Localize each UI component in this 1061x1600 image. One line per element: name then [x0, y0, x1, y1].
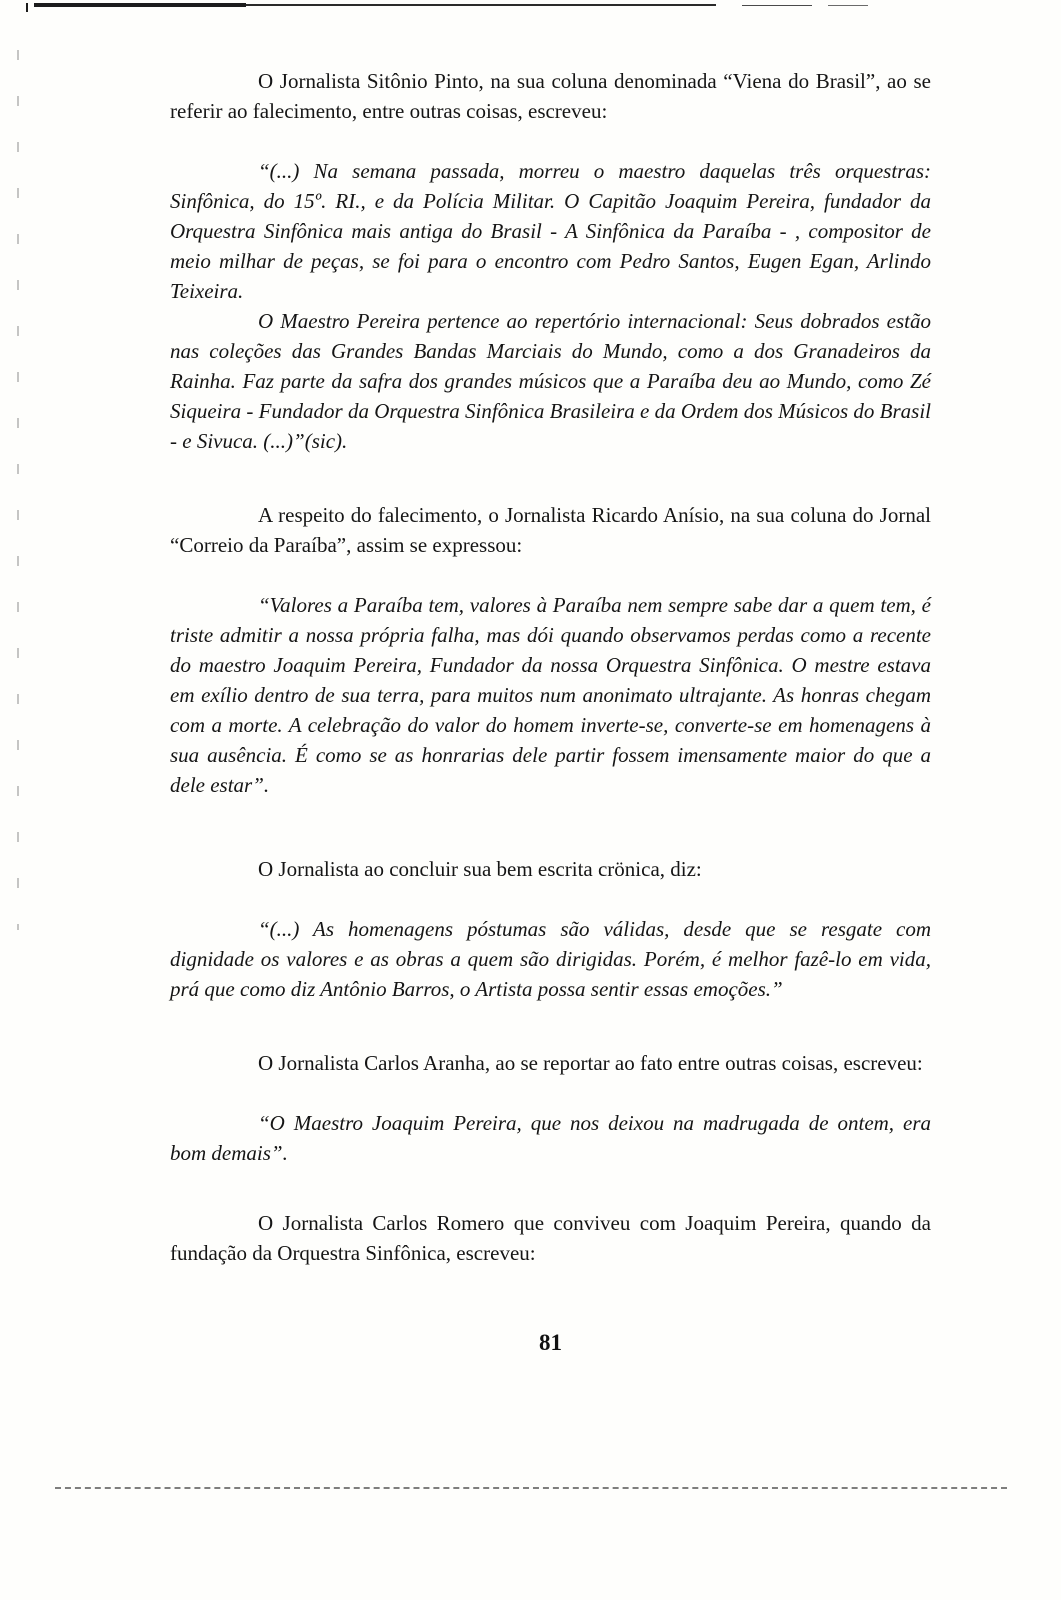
paragraph-quote-sitonio-1: “(...) Na semana passada, morreu o maestro daquelas três orquestras: Sinfônica, do 15º. RI., e da Polícia Militar. O Capitão Joaquim Pereira, fundador da Orquestra Sinfônica mais antiga do Brasil - A Sinfônica da Paraíba - , compositor de meio milhar de peças, se foi para o encontro com Pedro Santos, Eugen Egan, Arlindo Teixeira.	[170, 159, 931, 303]
paragraph-quote-cronica: “(...) As homenagens póstumas são válidas, desde que se resgate com dignidade os valores e as obras a quem são dirigidas. Porém, é melhor fazê-lo em vida, prá que como diz Antônio Barros, o Artista possa sentir essas emoções.”	[170, 917, 931, 1001]
paragraph-intro-carlos-romero: O Jornalista Carlos Romero que conviveu com Joaquim Pereira, quando da fundação da Orquestra Sinfônica, escreveu:	[170, 1211, 931, 1265]
paragraph-intro-carlos-aranha: O Jornalista Carlos Aranha, ao se reportar ao fato entre outras coisas, escreveu:	[258, 1051, 923, 1075]
page-number: 81	[539, 1330, 562, 1355]
scan-artifact-top-line	[0, 3, 1061, 13]
paragraph-quote-ricardo-anisio: “Valores a Paraíba tem, valores à Paraíba nem sempre sabe dar a quem tem, é triste admitir a nossa própria falha, mas dói quando observamos perdas como a recente do maestro Joaquim Pereira, Fundador da nossa Orquestra Sinfônica. O mestre estava em exílio dentro de sua terra, para muitos num anonimato ultrajante. As honras chegam com a morte. A celebração do valor do homem inverte-se, converte-se em homenagens à sua ausência. É como se as honrarias dele partir fossem imensamente maior do que a dele estar”.	[170, 593, 931, 797]
scan-artifact-thin-line	[246, 4, 716, 6]
scan-artifact-bottom-dashed-line	[55, 1487, 1007, 1489]
paragraph-quote-carlos-aranha: “O Maestro Joaquim Pereira, que nos deixou na madrugada de ontem, era bom demais”.	[170, 1111, 931, 1165]
scan-artifact-left-margin-marks	[17, 50, 19, 930]
scan-artifact-tick	[26, 3, 28, 12]
scan-artifact-thick-bar	[34, 3, 246, 7]
paragraph-intro-ricardo-anisio: A respeito do falecimento, o Jornalista Ricardo Anísio, na sua coluna do Jornal “Correio da Paraíba”, assim se expressou:	[170, 503, 931, 557]
paragraph-quote-sitonio-2: O Maestro Pereira pertence ao repertório internacional: Seus dobrados estão nas coleções das Grandes Bandas Marciais do Mundo, como a dos Granadeiros da Rainha. Faz parte da safra dos grandes músicos que a Paraíba deu ao Mundo, como Zé Siqueira - Fundador da Orquestra Sinfônica Brasileira e da Ordem dos Músicos do Brasil - e Sivuca. (...)”(sic).	[170, 309, 931, 453]
paragraph-intro-sitonio-pinto: O Jornalista Sitônio Pinto, na sua coluna denominada “Viena do Brasil”, ao se referir ao falecimento, entre outras coisas, escreveu:	[170, 69, 931, 123]
scan-artifact-dash	[828, 5, 868, 6]
paragraph-intro-cronica: O Jornalista ao concluir sua bem escrita crönica, diz:	[258, 857, 702, 881]
scan-artifact-dash	[742, 5, 812, 6]
